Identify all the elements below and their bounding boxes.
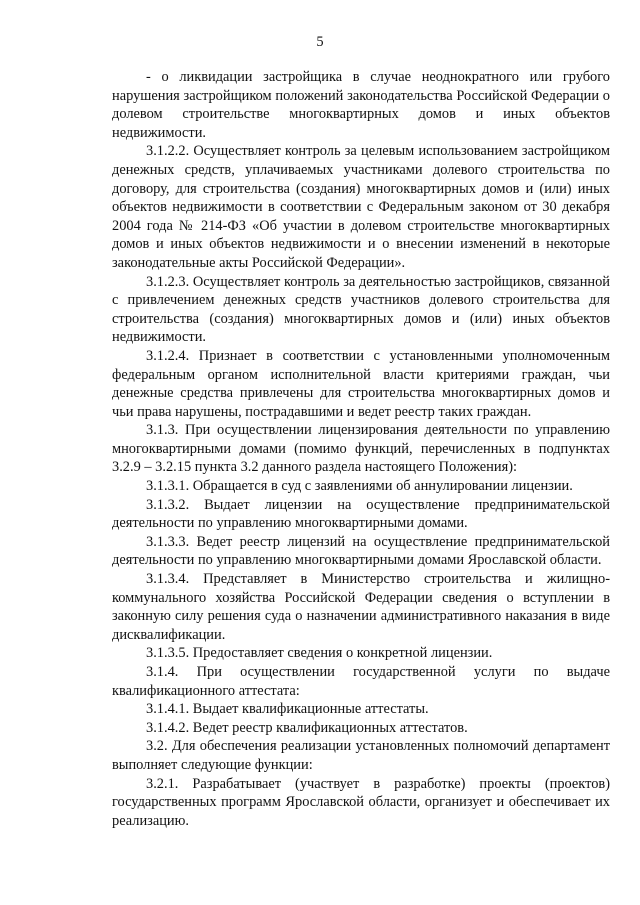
paragraph-3-1-3-1: 3.1.3.1. Обращается в суд с заявлениями об аннулировании лицензии.	[146, 478, 573, 495]
page-number: 5	[316, 34, 324, 50]
paragraph-3-1-4-2: 3.1.4.2. Ведет реестр квалификационных аттестатов.	[146, 719, 468, 736]
paragraph-3-1-2-2: 3.1.2.2. Осуществляет контроль за целевым использованием застройщиком денежных средств, уплачиваемых участниками долевого строительства по договору, для строительства (создания) многоквартирных домов и (или) иных объектов недвижимости в соответствии с Федеральным законом от 30 декабря 2004 года № 214-ФЗ «Об участии в долевом строительстве многоквартирных домов и иных объектов недвижимости и о внесении изменений в некоторые законодательные акты Российской Федерации».	[112, 143, 610, 271]
paragraph-3-1-4-1: 3.1.4.1. Выдает квалификационные аттестаты.	[146, 701, 429, 718]
paragraph-3-1-2-3: 3.1.2.3. Осуществляет контроль за деятельностью застройщиков, связанной с привлечением денежных средств участников долевого строительства для строительства (создания) многоквартирных домов и (или) иных объектов недвижимости.	[112, 273, 610, 346]
paragraph-3-1-3-2: 3.1.3.2. Выдает лицензии на осуществление предпринимательской деятельности по управлению многоквартирными домами.	[112, 496, 610, 532]
paragraph-3-1-4: 3.1.4. При осуществлении государственной услуги по выдаче квалификационного аттестата:	[112, 664, 610, 699]
paragraph-3-1-3-5: 3.1.3.5. Предоставляет сведения о конкретной лицензии.	[146, 645, 493, 662]
paragraph-3-2: 3.2. Для обеспечения реализации установленных полномочий департамент выполняет следующие функции:	[112, 738, 610, 773]
paragraph-3-1-2-4: 3.1.2.4. Признает в соответствии с установленными уполномоченным федеральным органом исполнительной власти критериями граждан, чьи денежные средства привлечены для строительства многоквартирных домов и чьи права нарушены, пострадавшими и ведет реестр таких граждан.	[112, 347, 610, 420]
paragraph-3-2-1: 3.2.1. Разрабатывает (участвует в разработке) проекты (проектов) государственных программ Ярославской области, организует и обеспечивает их реализацию.	[112, 775, 610, 829]
paragraph-3-1-3-3: 3.1.3.3. Ведет реестр лицензий на осуществление предпринимательской деятельности по управлению многоквартирными домами Ярославской области.	[112, 533, 610, 569]
paragraph-liquidation-item: - о ликвидации застройщика в случае неоднократного или грубого нарушения застройщиком положений законодательства Российской Федерации о долевом строительстве многоквартирных домов и иных объектов недвижимости.	[112, 69, 610, 141]
document-body	[112, 68, 610, 830]
paragraph-3-1-3-4: 3.1.3.4. Представляет в Министерство строительства и жилищно-коммунального хозяйства Российской Федерации сведения о вступлении в законную силу решения суда о назначении административного наказания в виде дисквалификации.	[112, 571, 610, 643]
paragraph-3-1-3: 3.1.3. При осуществлении лицензирования деятельности по управлению многоквартирными домами (помимо функций, перечисленных в подпунктах 3.2.9 – 3.2.15 пункта 3.2 данного раздела настоящего Положения):	[112, 422, 610, 476]
